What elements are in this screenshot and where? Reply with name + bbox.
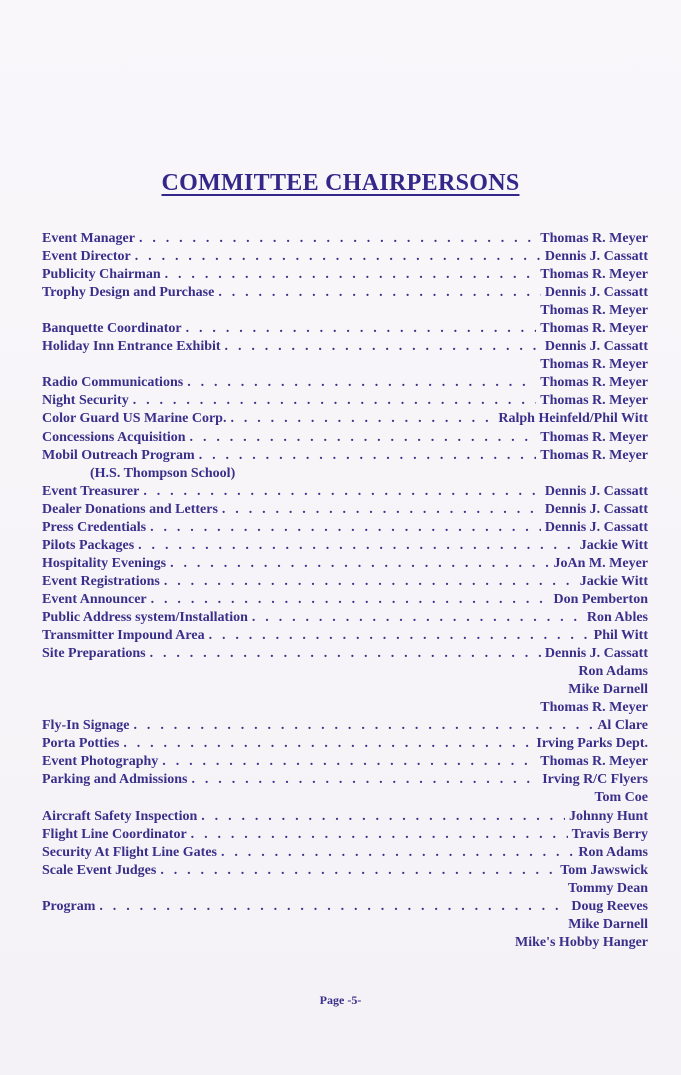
dot-leader [99, 898, 567, 916]
dot-leader [225, 338, 541, 356]
dot-leader [135, 248, 541, 266]
chairperson-name: Dennis J. Cassatt [544, 249, 648, 265]
chairperson-name: Thomas R. Meyer [540, 429, 648, 445]
committee-role: Transmitter Impound Area [42, 628, 205, 644]
committee-role: Dealer Donations and Letters [42, 501, 218, 517]
committee-row [42, 844, 648, 862]
committee-role: Aircraft Safety Inspection [42, 808, 198, 824]
committee-row [42, 898, 648, 916]
chairperson-name: Dennis J. Cassatt [544, 339, 648, 355]
dot-leader [201, 808, 565, 826]
committee-role: Night Security [42, 393, 129, 409]
chairperson-name: Thomas R. Meyer [540, 375, 648, 391]
dot-leader [162, 753, 536, 771]
committee-role: Fly-In Signage [42, 718, 130, 734]
chairperson-name: Thomas R. Meyer [540, 231, 648, 246]
chairperson-name: Dennis J. Cassatt [544, 285, 648, 301]
chairperson-name: Jackie Witt [579, 573, 648, 589]
committee-role: Concessions Acquisition [42, 429, 186, 445]
committee-role: Flight Line Coordinator [42, 826, 187, 842]
chairperson-name: Tom Jawswick [560, 862, 648, 878]
dot-leader [218, 284, 541, 302]
committee-row [42, 230, 648, 248]
committee-row [42, 465, 648, 483]
committee-row [42, 537, 648, 555]
committee-row [42, 392, 648, 410]
committee-role: Event Announcer [42, 591, 147, 607]
dot-leader [138, 537, 576, 555]
committee-role: Color Guard US Marine Corp. [42, 411, 227, 427]
dot-leader [160, 862, 556, 880]
committee-role: Radio Communications [42, 375, 184, 391]
committee-row [42, 483, 648, 501]
committee-row [42, 356, 648, 374]
committee-row [42, 248, 648, 266]
chairperson-name: Thomas R. Meyer [540, 303, 648, 319]
committee-role: Trophy Design and Purchase [42, 285, 215, 301]
chairperson-name: Tom Coe [594, 790, 648, 806]
committee-row [42, 789, 648, 807]
chairperson-name: Mike Darnell [568, 916, 648, 932]
chairperson-name: Dennis J. Cassatt [544, 646, 648, 662]
committee-row [42, 916, 648, 934]
committee-row [42, 302, 648, 320]
committee-row [42, 771, 648, 789]
committee-row [42, 374, 648, 392]
dot-leader [192, 771, 539, 789]
chairperson-name: Jackie Witt [579, 537, 648, 553]
committee-role: Program [42, 898, 96, 914]
chairperson-name: Thomas R. Meyer [540, 700, 648, 716]
committee-row [42, 591, 648, 609]
committee-row [42, 410, 648, 428]
chairperson-name: Irving R/C Flyers [542, 772, 648, 788]
committee-role: Event Manager [42, 231, 135, 246]
committee-row [42, 338, 648, 356]
chairperson-name: Thomas R. Meyer [540, 447, 648, 463]
dot-leader [170, 555, 549, 573]
chairperson-name: Irving Parks Dept. [536, 736, 648, 752]
committee-row [42, 808, 648, 826]
chairperson-name: Ron Adams [578, 664, 648, 680]
dot-leader [143, 483, 541, 501]
chairperson-name: Tommy Dean [568, 880, 648, 896]
committee-row [42, 609, 648, 627]
committee-row [42, 880, 648, 898]
chairperson-name: Thomas R. Meyer [540, 393, 648, 409]
chairperson-name: Thomas R. Meyer [540, 321, 648, 337]
committee-role: Public Address system/Installation [42, 609, 248, 625]
committee-role: Site Preparations [42, 646, 146, 662]
chairperson-name: Thomas R. Meyer [540, 267, 648, 283]
chairperson-name: Al Clare [597, 718, 648, 734]
committee-list [42, 230, 648, 952]
chairperson-name: Ron Adams [578, 844, 648, 860]
chairperson-name: Dennis J. Cassatt [544, 519, 648, 535]
page-title: COMMITTEE CHAIRPERSONS [161, 170, 520, 196]
committee-role: Mobil Outreach Program [42, 447, 195, 463]
committee-row [42, 826, 648, 844]
committee-row [42, 266, 648, 284]
dot-leader [165, 266, 537, 284]
committee-row [42, 934, 648, 952]
committee-row [42, 519, 648, 537]
dot-leader [123, 735, 532, 753]
committee-row [42, 862, 648, 880]
chairperson-name: Dennis J. Cassatt [544, 483, 648, 499]
committee-role: Event Photography [42, 754, 159, 770]
chairperson-name: Dennis J. Cassatt [544, 501, 648, 517]
chairperson-name: Mike's Hobby Hanger [514, 934, 648, 950]
page-number: Page -5- [319, 993, 362, 1007]
committee-role: Event Director [42, 249, 131, 265]
dot-leader [150, 519, 541, 537]
dot-leader [199, 447, 537, 465]
committee-role: Hospitality Evenings [42, 555, 167, 571]
dot-leader [222, 501, 541, 519]
committee-row [42, 645, 648, 663]
chairperson-name: Thomas R. Meyer [540, 357, 648, 373]
chairperson-name: JoAn M. Meyer [553, 555, 648, 571]
committee-role: Parking and Admissions [42, 772, 188, 788]
chairperson-name: Thomas R. Meyer [540, 754, 648, 770]
dot-leader [151, 591, 550, 609]
dot-leader [190, 429, 537, 447]
dot-leader [221, 844, 574, 862]
committee-row [42, 717, 648, 735]
committee-row [42, 447, 648, 465]
dot-leader [150, 645, 541, 663]
committee-row [42, 681, 648, 699]
dot-leader [186, 320, 537, 338]
chairperson-name: Johnny Hunt [569, 808, 648, 824]
committee-role: Event Registrations [42, 573, 160, 589]
committee-role: Holiday Inn Entrance Exhibit [42, 339, 221, 355]
chairperson-name: Don Pemberton [553, 591, 648, 607]
chairperson-name: Mike Darnell [568, 682, 648, 698]
committee-row [42, 320, 648, 338]
committee-role: Publicity Chairman [42, 267, 161, 283]
chairperson-name: Ron Ables [586, 609, 648, 625]
committee-row [42, 735, 648, 753]
committee-role: Banquette Coordinator [42, 321, 182, 337]
committee-row [42, 627, 648, 645]
committee-role: Porta Potties [42, 736, 120, 752]
committee-role: Scale Event Judges [42, 862, 157, 878]
dot-leader [187, 374, 536, 392]
committee-row [42, 429, 648, 447]
dot-leader [191, 826, 568, 844]
committee-role: Press Credentials [42, 519, 147, 535]
committee-row [42, 573, 648, 591]
committee-row [42, 555, 648, 573]
committee-row [42, 753, 648, 771]
dot-leader [164, 573, 576, 591]
committee-role: Pilots Packages [42, 537, 135, 553]
chairperson-name: Travis Berry [571, 826, 648, 842]
committee-role: Security At Flight Line Gates [42, 844, 217, 860]
dot-leader [134, 717, 594, 735]
dot-leader [139, 230, 536, 248]
committee-row [42, 663, 648, 681]
chairperson-name: Ralph Heinfeld/Phil Witt [498, 411, 648, 427]
dot-leader [230, 410, 494, 428]
chairperson-name: Phil Witt [593, 628, 648, 644]
committee-role: Event Treasurer [42, 483, 140, 499]
committee-row [42, 284, 648, 302]
dot-leader [133, 392, 537, 410]
committee-row [42, 699, 648, 717]
committee-row [42, 501, 648, 519]
dot-leader [252, 609, 583, 627]
chairperson-name: Doug Reeves [571, 898, 648, 914]
committee-role: (H.S. Thompson School) [90, 465, 236, 481]
dot-leader [209, 627, 590, 645]
